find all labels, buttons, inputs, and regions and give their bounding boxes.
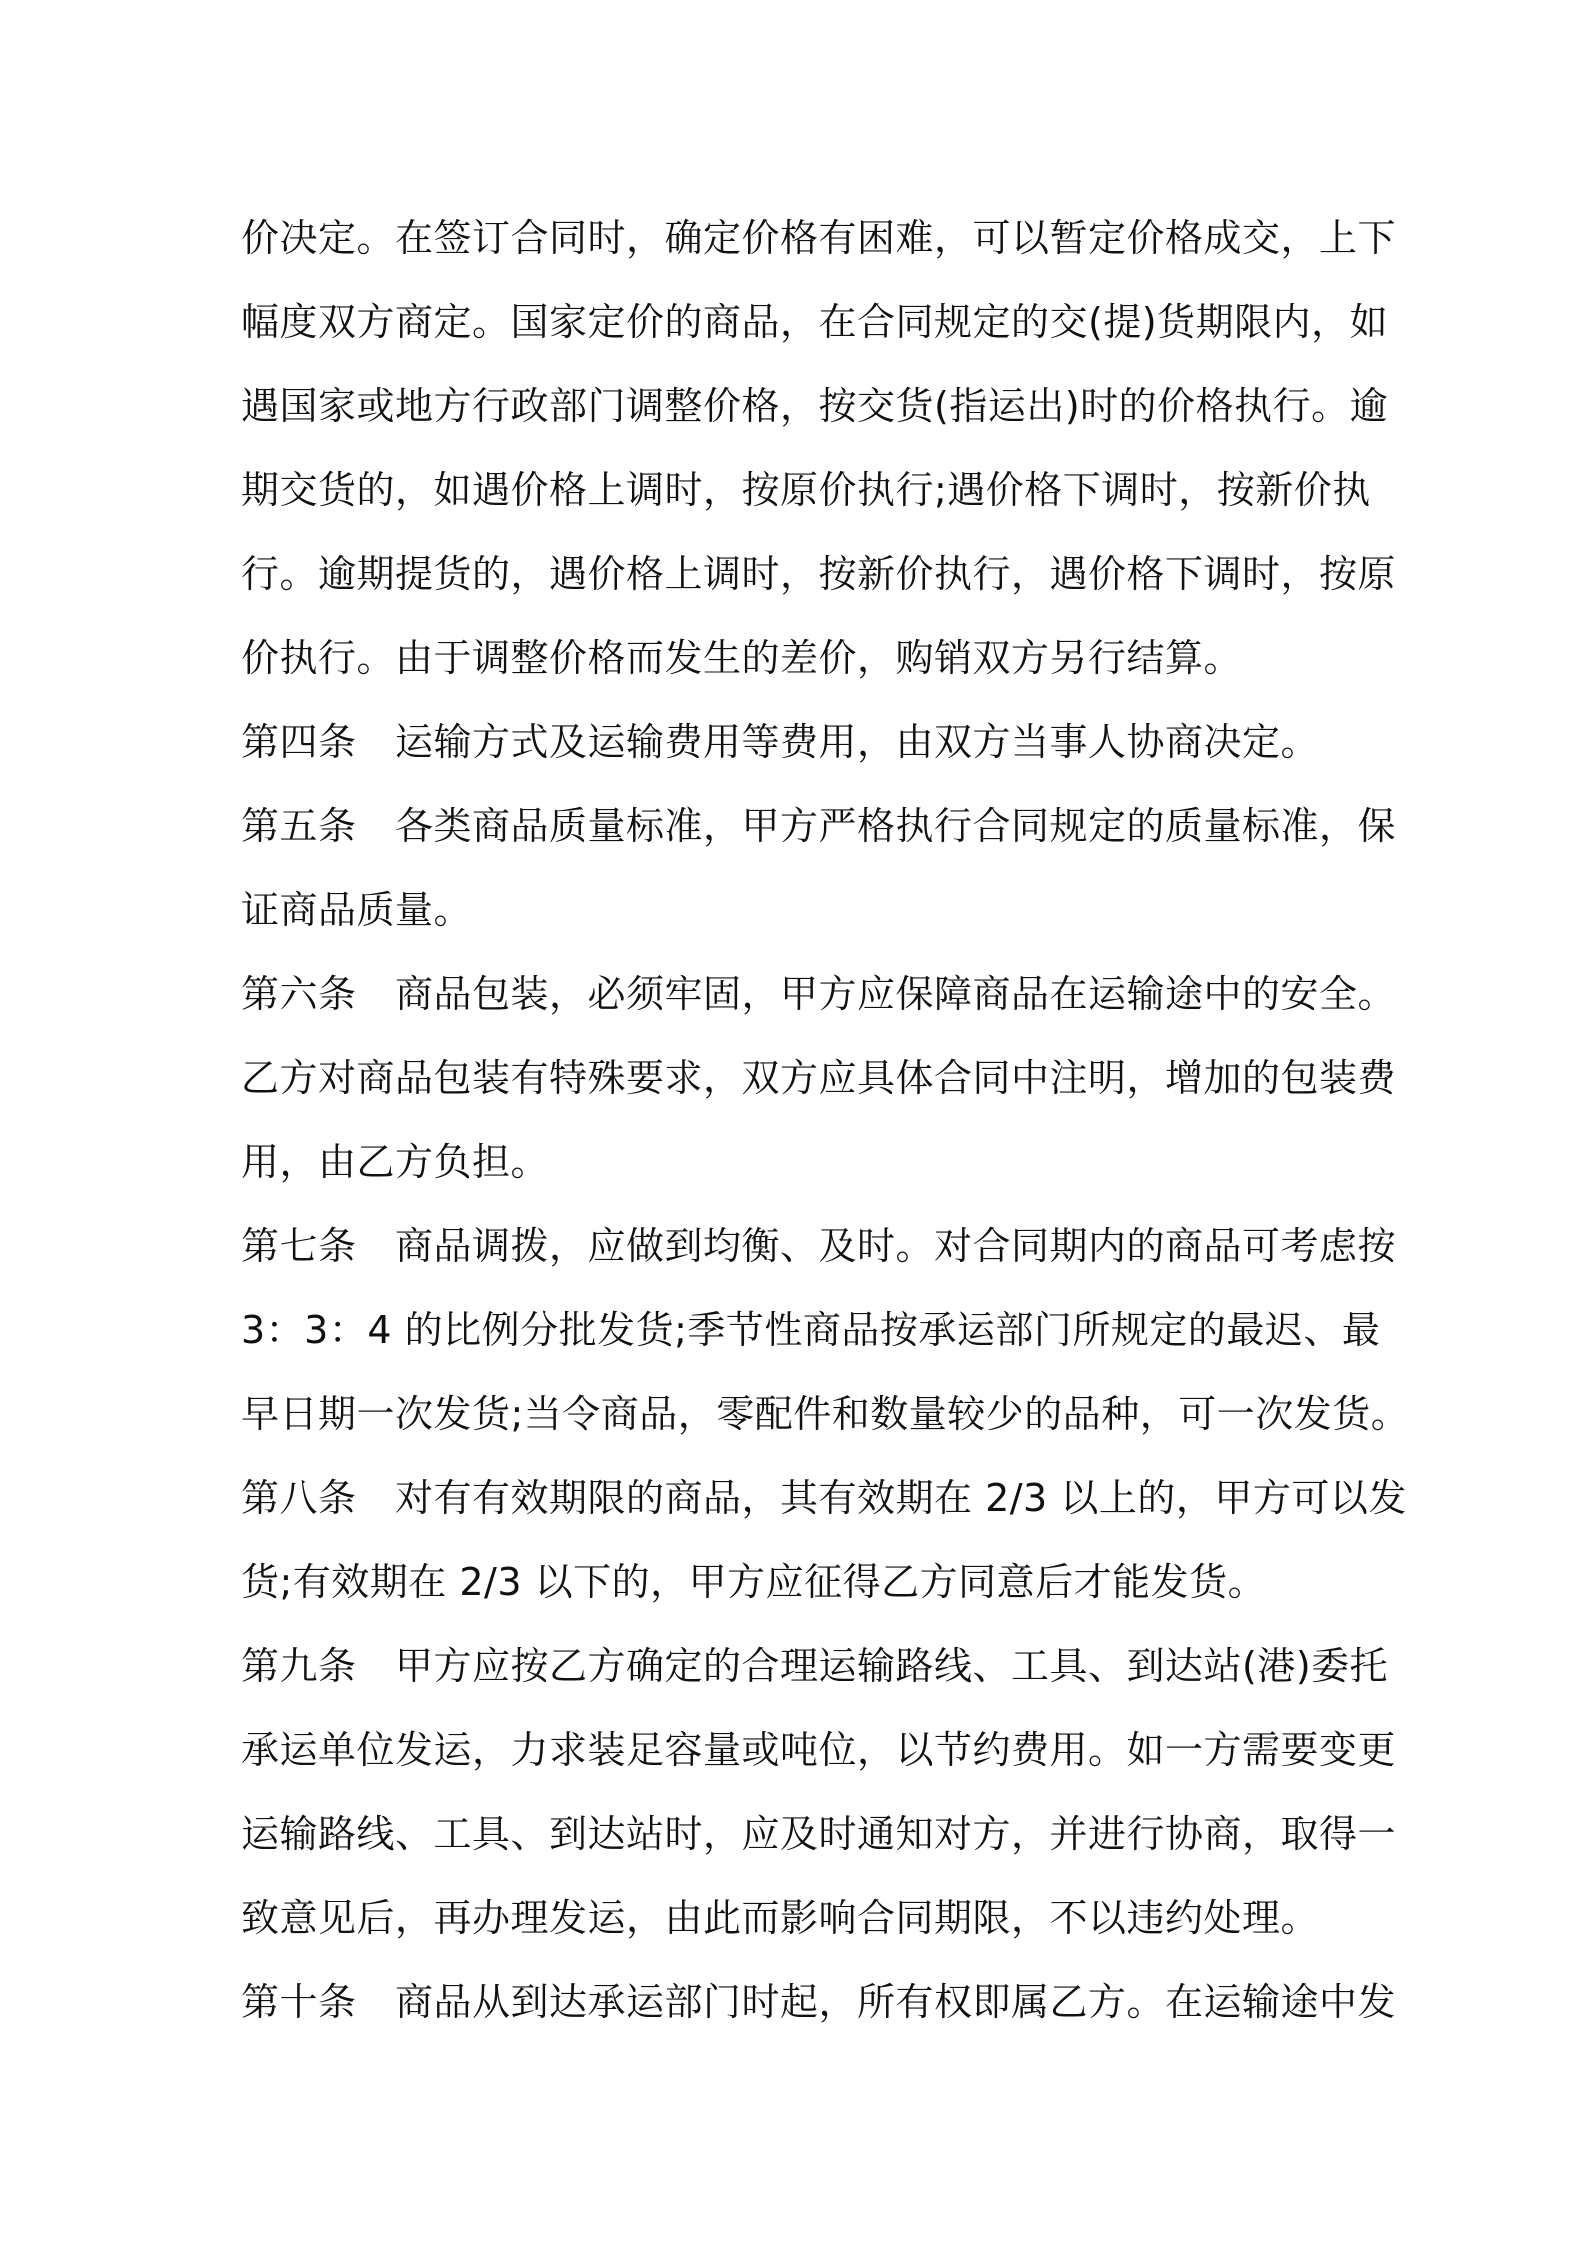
article-9-line-2: 承运单位发运，力求装足容量或吨位，以节约费用。如一方需要变更 [241,1728,1397,1772]
text-line-3: 遇国家或地方行政部门调整价格，按交货(指运出)时的价格执行。逾 [241,384,1389,428]
article-6-line-3: 用，由乙方负担。 [241,1140,550,1184]
article-8-line-2: 货;有效期在 2/3 以下的，甲方应征得乙方同意后才能发货。 [241,1560,1267,1604]
article-7-line-1: 第七条 商品调拨，应做到均衡、及时。对合同期内的商品可考虑按 [241,1224,1397,1268]
article-9-line-4: 致意见后，再办理发运，由此而影响合同期限，不以违约处理。 [241,1896,1320,1940]
article-4-line-1: 第四条 运输方式及运输费用等费用，由双方当事人协商决定。 [241,720,1320,764]
article-10-line-1: 第十条 商品从到达承运部门时起，所有权即属乙方。在运输途中发 [241,1980,1397,2024]
text-line-1: 价决定。在签订合同时，确定价格有困难，可以暂定价格成交，上下 [241,216,1397,260]
article-5-line-2: 证商品质量。 [241,888,473,932]
article-6-line-2: 乙方对商品包装有特殊要求，双方应具体合同中注明，增加的包装费 [241,1056,1397,1100]
text-line-5: 行。逾期提货的，遇价格上调时，按新价执行，遇价格下调时，按原 [241,552,1397,596]
article-6-line-1: 第六条 商品包装，必须牢固，甲方应保障商品在运输途中的安全。 [241,972,1397,1016]
text-line-4: 期交货的，如遇价格上调时，按原价执行;遇价格下调时，按新价执 [241,468,1371,512]
text-line-2: 幅度双方商定。国家定价的商品，在合同规定的交(提)货期限内，如 [241,300,1389,344]
article-7-line-3: 早日期一次发货;当令商品，零配件和数量较少的品种，可一次发货。 [241,1392,1410,1436]
article-7-line-2: 3：3：4 的比例分批发货;季节性商品按承运部门所规定的最迟、最 [241,1308,1381,1352]
article-9-line-3: 运输路线、工具、到达站时，应及时通知对方，并进行协商，取得一 [241,1812,1397,1856]
article-9-line-1: 第九条 甲方应按乙方确定的合理运输路线、工具、到达站(港)委托 [241,1644,1389,1688]
article-8-line-1: 第八条 对有有效期限的商品，其有效期在 2/3 以上的，甲方可以发 [241,1476,1407,1520]
article-5-line-1: 第五条 各类商品质量标准，甲方严格执行合同规定的质量标准，保 [241,804,1397,848]
contract-text-body [241,196,1410,2044]
text-line-6: 价执行。由于调整价格而发生的差价，购销双方另行结算。 [241,636,1243,680]
